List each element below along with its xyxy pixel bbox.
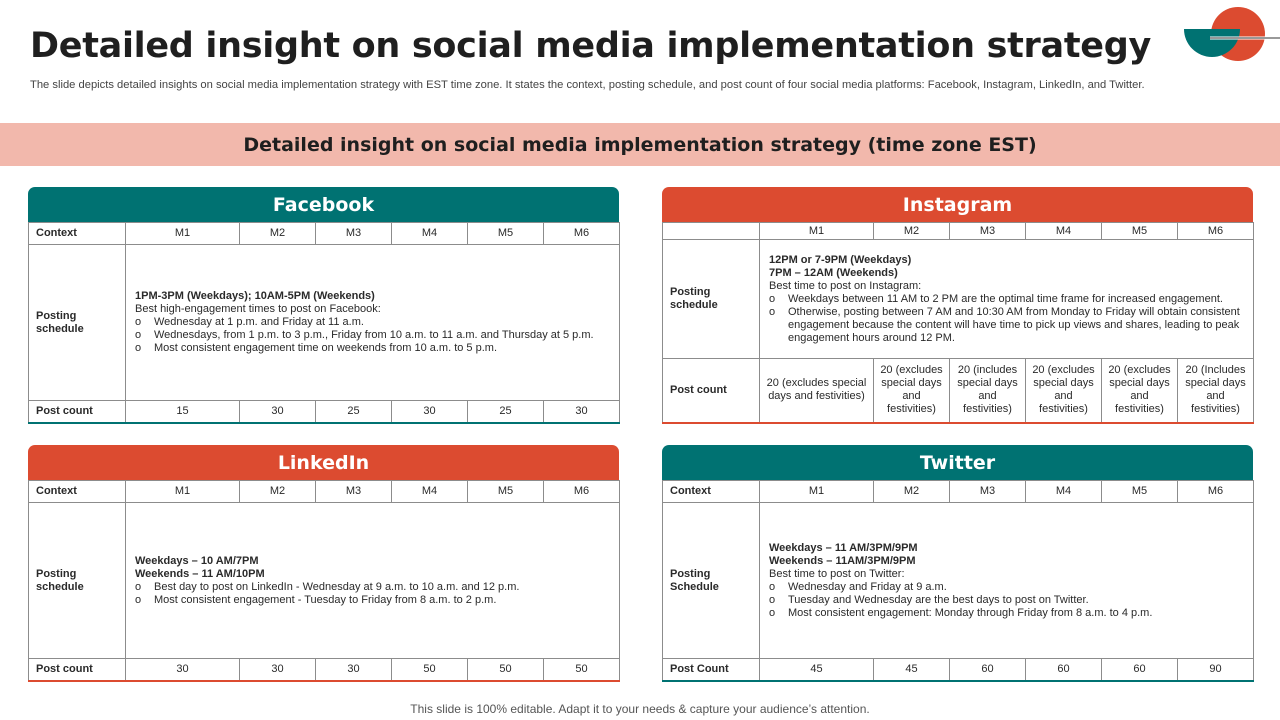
twitter-panel: [662, 445, 1253, 682]
linkedin-schedule-row: [29, 503, 620, 659]
count-cell: 30: [126, 659, 240, 682]
count-cell: 15: [126, 401, 240, 424]
schedule-intro: Best time to post on Twitter:: [769, 567, 905, 580]
bullet-text: Best day to post on LinkedIn - Wednesday at 9 a.m. to 10 a.m. and 12 p.m.: [154, 580, 520, 593]
month-cell: M4: [392, 223, 468, 245]
count-cell: 60: [1102, 659, 1178, 682]
brand-logo-icon: [1183, 7, 1280, 62]
month-cell: M4: [1026, 481, 1102, 503]
month-cell: M1: [760, 223, 874, 240]
bullet-text: Otherwise, posting between 7 AM and 10:30 AM from Monday to Friday will obtain consistent engagement because the content will have time to pick up views and shares, leading to peak engagement hours around 12 PM.: [788, 305, 1240, 344]
count-cell: 50: [468, 659, 544, 682]
bullet-marker: o: [135, 342, 142, 354]
schedule-bullet: [135, 342, 610, 355]
count-cell: 90: [1178, 659, 1254, 682]
page-subtitle: The slide depicts detailed insights on social media implementation strategy with EST time zone. It states the context, posting schedule, and post count of four social media platforms: Facebook, Instagram, LinkedIn, and Twitter.: [30, 79, 1145, 91]
count-cell: 20 (excludes special days and festivities): [1102, 359, 1178, 423]
bullet-marker: o: [135, 580, 142, 593]
linkedin-header: LinkedIn: [28, 445, 619, 480]
month-cell: M3: [316, 481, 392, 503]
bullet-marker: o: [769, 593, 776, 606]
bullet-text: Most consistent engagement: Monday through Friday from 8 a.m. to 4 p.m.: [788, 606, 1153, 619]
facebook-table: [28, 222, 620, 424]
schedule-bullet: [769, 581, 1244, 594]
month-cell: M5: [1102, 481, 1178, 503]
twitter-schedule-row: [663, 503, 1254, 659]
count-cell: 50: [392, 659, 468, 682]
month-cell: M5: [468, 223, 544, 245]
count-cell: 60: [950, 659, 1026, 682]
twitter-header-row: [663, 481, 1254, 503]
bullet-text: Most consistent engagement time on weekends from 10 a.m. to 5 p.m.: [154, 342, 498, 354]
count-cell: 45: [874, 659, 950, 682]
count-cell: 30: [240, 401, 316, 424]
bullet-text: Wednesday and Friday at 9 a.m.: [788, 580, 947, 593]
twitter-header: Twitter: [662, 445, 1253, 480]
facebook-count-row: [29, 401, 620, 424]
schedule-bold-line: Weekends – 11 AM/10PM: [135, 567, 265, 580]
month-cell: M3: [950, 223, 1026, 240]
bullet-text: Wednesdays, from 1 p.m. to 3 p.m., Friday from 10 a.m. to 11 a.m. and Thursday at 5 p.m.: [154, 329, 594, 341]
bullet-marker: o: [769, 606, 776, 619]
facebook-schedule-row: [29, 245, 620, 401]
schedule-bullet: [135, 594, 610, 607]
linkedin-panel: [28, 445, 619, 682]
bullet-text: Wednesday at 1 p.m. and Friday at 11 a.m.: [154, 316, 364, 328]
schedule-bold-line: Weekends – 11AM/3PM/9PM: [769, 554, 916, 567]
count-cell: 45: [760, 659, 874, 682]
context-label: Context: [29, 481, 126, 503]
count-cell: 20 (excludes special days and festivities): [874, 359, 950, 423]
count-cell: 60: [1026, 659, 1102, 682]
count-cell: 20 (excludes special days and festivities): [760, 359, 874, 423]
month-cell: M2: [874, 223, 950, 240]
month-cell: M6: [544, 481, 620, 503]
schedule-bullet: [135, 316, 610, 329]
instagram-header-row: [663, 223, 1254, 240]
facebook-panel: [28, 187, 619, 424]
context-label: Context: [663, 481, 760, 503]
count-label: Post count: [29, 401, 126, 424]
instagram-count-row: [663, 359, 1254, 423]
count-cell: 20 (excludes special days and festivities): [1026, 359, 1102, 423]
schedule-intro: Best time to post on Instagram:: [769, 279, 922, 292]
twitter-table: [662, 480, 1254, 682]
count-cell: 20 (includes special days and festivities): [950, 359, 1026, 423]
instagram-schedule-row: [663, 240, 1254, 359]
linkedin-header-row: [29, 481, 620, 503]
schedule-label: Posting schedule: [663, 240, 760, 359]
facebook-header: Facebook: [28, 187, 619, 222]
count-label: Post count: [663, 359, 760, 423]
month-cell: M6: [1178, 223, 1254, 240]
schedule-bullet: [769, 594, 1244, 607]
schedule-bold-line: 1PM-3PM (Weekdays); 10AM-5PM (Weekends): [135, 290, 375, 302]
month-cell: M3: [316, 223, 392, 245]
schedule-label: Posting Schedule: [663, 503, 760, 659]
bullet-marker: o: [769, 580, 776, 593]
schedule-label: Posting schedule: [29, 245, 126, 401]
schedule-bold-line: Weekdays – 11 AM/3PM/9PM: [769, 541, 918, 554]
month-cell: M2: [240, 481, 316, 503]
schedule-bullet: [769, 306, 1244, 345]
page-title: Detailed insight on social media implementation strategy: [30, 26, 1151, 66]
month-cell: M1: [126, 223, 240, 245]
context-label: [663, 223, 760, 240]
schedule-bullet: [769, 607, 1244, 620]
schedule-bullet: [769, 293, 1244, 306]
bullet-marker: o: [135, 593, 142, 606]
schedule-details: [760, 240, 1254, 359]
bullet-marker: o: [135, 329, 142, 341]
month-cell: M2: [240, 223, 316, 245]
schedule-bold-line: Weekdays – 10 AM/7PM: [135, 554, 259, 567]
count-cell: 25: [316, 401, 392, 424]
twitter-count-row: [663, 659, 1254, 682]
schedule-details: [126, 245, 620, 401]
count-cell: 50: [544, 659, 620, 682]
month-cell: M5: [1102, 223, 1178, 240]
count-cell: 30: [392, 401, 468, 424]
schedule-bullet: [135, 581, 610, 594]
schedule-details: [126, 503, 620, 659]
month-cell: M5: [468, 481, 544, 503]
count-cell: 30: [316, 659, 392, 682]
instagram-header: Instagram: [662, 187, 1253, 222]
month-cell: M4: [392, 481, 468, 503]
bullet-marker: o: [135, 316, 142, 328]
footer-note: This slide is 100% editable. Adapt it to your needs & capture your audience’s attention.: [410, 702, 870, 716]
facebook-header-row: [29, 223, 620, 245]
schedule-bold-line: 12PM or 7-9PM (Weekdays): [769, 253, 912, 266]
count-cell: 20 (Includes special days and festivities): [1178, 359, 1254, 423]
section-banner: [0, 123, 1280, 166]
bullet-text: Tuesday and Wednesday are the best days to post on Twitter.: [788, 593, 1089, 606]
linkedin-table: [28, 480, 620, 682]
schedule-bold-line: 7PM – 12AM (Weekends): [769, 266, 898, 279]
month-cell: M6: [1178, 481, 1254, 503]
schedule-bullet: [135, 329, 610, 342]
linkedin-count-row: [29, 659, 620, 682]
count-cell: 30: [240, 659, 316, 682]
month-cell: M3: [950, 481, 1026, 503]
count-label: Post count: [29, 659, 126, 682]
banner-title: Detailed insight on social media implementation strategy (time zone EST): [243, 133, 1037, 156]
count-cell: 30: [544, 401, 620, 424]
count-label: Post Count: [663, 659, 760, 682]
month-cell: M1: [760, 481, 874, 503]
count-cell: 25: [468, 401, 544, 424]
context-label: Context: [29, 223, 126, 245]
month-cell: M4: [1026, 223, 1102, 240]
bullet-marker: o: [769, 305, 776, 318]
bullet-text: Most consistent engagement - Tuesday to Friday from 8 a.m. to 2 p.m.: [154, 593, 497, 606]
schedule-intro: Best high-engagement times to post on Facebook:: [135, 303, 381, 315]
bullet-text: Weekdays between 11 AM to 2 PM are the optimal time frame for increased engagement.: [788, 292, 1223, 305]
schedule-label: Posting schedule: [29, 503, 126, 659]
month-cell: M6: [544, 223, 620, 245]
schedule-details: [760, 503, 1254, 659]
month-cell: M2: [874, 481, 950, 503]
instagram-panel: [662, 187, 1253, 424]
bullet-marker: o: [769, 292, 776, 305]
instagram-table: [662, 222, 1254, 424]
month-cell: M1: [126, 481, 240, 503]
